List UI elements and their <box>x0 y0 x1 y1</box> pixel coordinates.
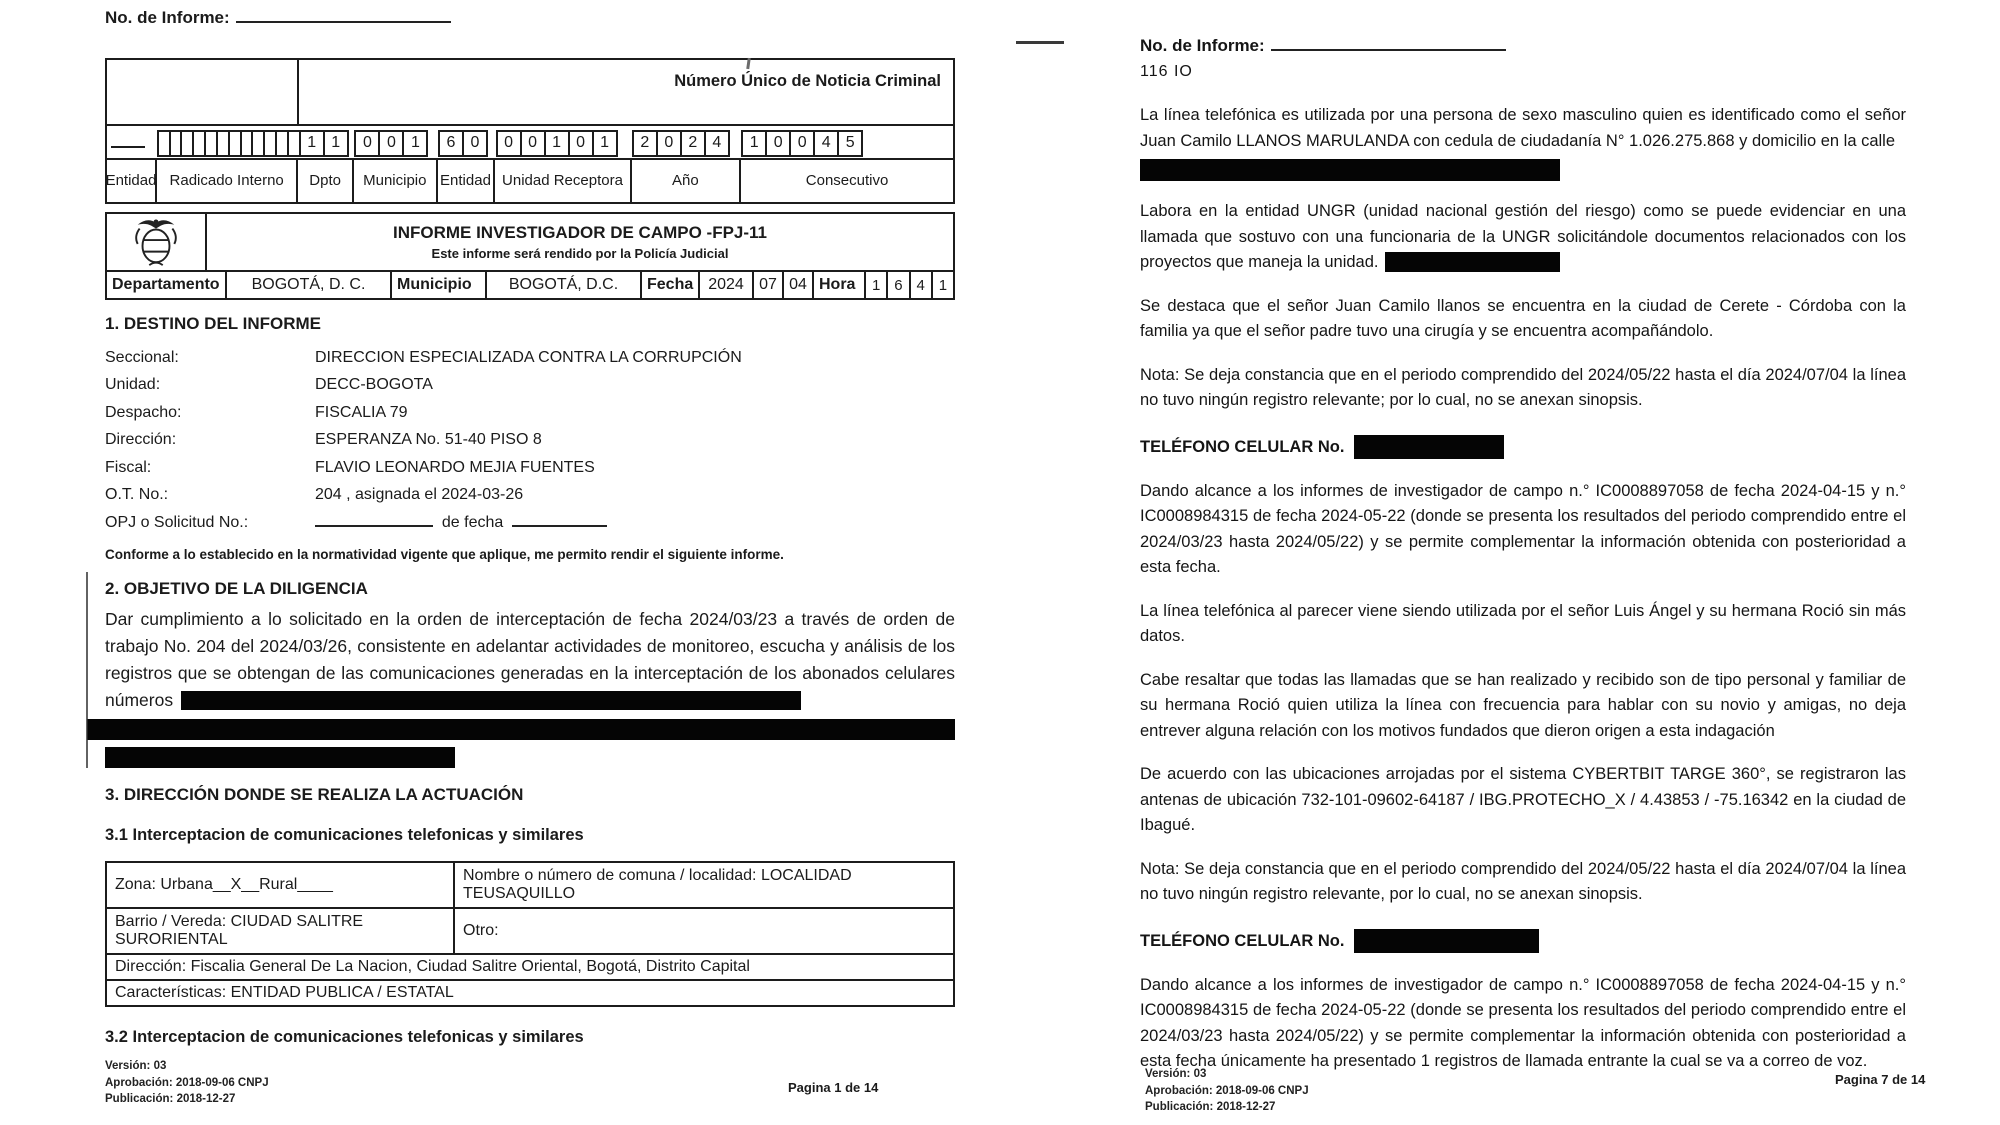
redaction-bar <box>105 747 455 768</box>
direccion-cell: Dirección: Fiscalia General De La Nacion, Ciudad Salitre Oriental, Bogotá, Distrito Capital <box>107 955 953 981</box>
paragraph-text: Nota: Se deja constancia que en el periodo comprendido del 2024/05/22 hasta el día 2024/07/04 la línea no tuvo ningún registro relevante, por lo cual, no se anexan sinopsis. <box>1140 859 1906 903</box>
paragraph <box>1140 599 1906 650</box>
nunc-digit-box: 2 <box>680 130 706 157</box>
field-row <box>105 427 955 455</box>
municipio-value: BOGOTÁ, D.C. <box>487 272 642 298</box>
nunc-label-row <box>107 158 953 202</box>
telefono-label: TELÉFONO CELULAR No. <box>1140 437 1345 456</box>
table-row <box>107 909 953 955</box>
nunc-title: Número Único de Noticia Criminal <box>674 72 941 90</box>
left-page <box>105 8 955 1047</box>
coat-of-arms-cell <box>107 214 207 270</box>
paragraph-text: De acuerdo con las ubicaciones arrojadas por el sistema CYBERTBIT TARGE 360°, se registraron las antenas de ubicación 732-101-09602-64187 / IBG.PROTECHO_X / 4.43853 / -75.16342 en la ciudad de Ibagué. <box>1140 765 1906 834</box>
nunc-digit-group <box>299 126 355 158</box>
field-value: FISCALIA 79 <box>315 403 408 421</box>
hora-digit-box: 4 <box>911 272 933 298</box>
paragraph <box>1140 199 1906 276</box>
section1-heading: 1. DESTINO DEL INFORME <box>105 314 321 333</box>
version-text: Versión: 03 <box>1145 1068 1207 1080</box>
field-value: ESPERANZA No. 51-40 PISO 8 <box>315 431 542 449</box>
barrio-cell: Barrio / Vereda: CIUDAD SALITRE SURORIENTAL <box>107 909 455 953</box>
telefono-celular-heading <box>1140 435 1906 461</box>
field-value <box>315 514 955 532</box>
telefono-label: TELÉFONO CELULAR No. <box>1140 931 1345 950</box>
redaction-bar <box>1140 159 1560 181</box>
paragraph <box>1140 762 1906 839</box>
redaction-bar <box>1354 435 1504 459</box>
field-value: DIRECCION ESPECIALIZADA CONTRA LA CORRUPCIÓN <box>315 348 742 366</box>
hora-label: Hora <box>814 272 866 298</box>
nunc-title-row <box>107 60 953 126</box>
nunc-column-label: Año <box>632 160 741 202</box>
nunc-digit-box: 1 <box>299 130 325 157</box>
field-row <box>105 509 955 537</box>
nunc-digit-group <box>438 126 496 158</box>
report-number-handwritten: 116 IO <box>1140 63 1193 80</box>
report-number-label: No. de Informe: <box>105 8 230 27</box>
report-number-row <box>1140 36 1906 58</box>
field-row <box>105 482 955 510</box>
nunc-table <box>105 58 955 204</box>
opj-blank-line <box>315 514 433 527</box>
nunc-digit-box: 0 <box>656 130 682 157</box>
field-value: 204 , asignada el 2024-03-26 <box>315 486 524 504</box>
field-row <box>105 372 955 400</box>
field-label: Despacho: <box>105 403 182 421</box>
nunc-digit-box: 2 <box>632 130 658 157</box>
nunc-digit-group <box>157 126 299 158</box>
report-number-label: No. de Informe: <box>1140 36 1265 55</box>
report-header-table <box>105 212 955 300</box>
right-footer <box>1145 1066 1309 1116</box>
nunc-digit-box: 0 <box>354 130 380 157</box>
left-footer <box>105 1058 269 1108</box>
location-table <box>105 861 955 1007</box>
nunc-digit-box: 0 <box>568 130 594 157</box>
nunc-digit-box: 1 <box>544 130 570 157</box>
report-number-row <box>105 8 955 30</box>
nunc-digit-group <box>354 126 438 158</box>
telefono-celular-heading <box>1140 929 1906 955</box>
nunc-digit-box: 1 <box>402 130 428 157</box>
fecha-month: 07 <box>754 272 784 298</box>
nunc-digit-box: 5 <box>837 130 863 157</box>
nunc-column-label: Dpto <box>298 160 354 202</box>
field-label: O.T. No.: <box>105 486 169 504</box>
form-subtitle: Este informe será rendido por la Policía Judicial <box>431 246 729 261</box>
right-page <box>1140 36 1906 1075</box>
opj-fecha-blank-line <box>512 514 607 527</box>
field-label: Seccional: <box>105 348 179 366</box>
nunc-column-label: Entidad <box>107 160 157 202</box>
nunc-digit-box: 4 <box>813 130 839 157</box>
redaction-bar <box>87 719 955 740</box>
section3-heading: 3. DIRECCIÓN DONDE SE REALIZA LA ACTUACIÓN <box>105 784 524 804</box>
nunc-digit-group <box>107 126 157 158</box>
report-number-blank-line <box>1271 38 1506 51</box>
comuna-cell: Nombre o número de comuna / localidad: LOCALIDAD TEUSAQUILLO <box>463 866 852 902</box>
hora-digit-boxes <box>866 272 953 298</box>
aprobacion-text: Aprobación: 2018-09-06 CNPJ <box>1145 1084 1309 1097</box>
municipio-label: Municipio <box>392 272 487 298</box>
nunc-column-label: Consecutivo <box>805 172 889 190</box>
otro-cell: Otro: <box>463 921 499 939</box>
table-row <box>107 863 953 909</box>
version-text: Versión: 03 <box>105 1060 167 1072</box>
field-value: DECC-BOGOTA <box>315 376 433 394</box>
nunc-digit-box: 0 <box>378 130 404 157</box>
fecha-day: 04 <box>784 272 814 298</box>
paragraph-text: Labora en la entidad UNGR (unidad nacional gestión del riesgo) como se puede evidenciar en una llamada que sostuvo con una funcionaria de la UNGR solicitándole documentos relacionados con los proyectos que maneja la unidad. <box>1140 202 1906 271</box>
field-label: Fiscal: <box>105 458 152 476</box>
paragraph-text: La línea telefónica es utilizada por una persona de sexo masculino quien es identificado como el señor Juan Camilo LLANOS MARULANDA con cedula de ciudadanía N° 1.026.275.868 y domicilio en la calle <box>1140 106 1906 150</box>
objetivo-paragraph <box>105 606 955 768</box>
report-number-blank-line <box>236 10 451 23</box>
paragraph-text: Dando alcance a los informes de investigador de campo n.° IC0008897058 de fecha 2024-04-15 y n.° IC0008984315 de fecha 2024-05-22 (donde se presenta los resultados del periodo comprendido entre el 2024/03/23 hasta 2024/05/22) y se permite complementar la información obtenida con posterioridad a esta fecha únicamente ha presentado 1 registros de llamada entrante la cual se va a correo de voz. <box>1140 975 1906 1070</box>
report-title-row <box>107 214 953 270</box>
field-value: FLAVIO LEONARDO MEJIA FUENTES <box>315 458 595 476</box>
nunc-digit-group <box>741 126 953 158</box>
paragraph-text: Se destaca que el señor Juan Camilo llanos se encuentra en la ciudad de Cerete - Córdoba con la familia ya que el señor padre tuvo una cirugía y se encuentra acompañándolo. <box>1140 296 1906 340</box>
publicacion-text: Publicación: 2018-12-27 <box>105 1093 236 1106</box>
section2-heading: 2. OBJETIVO DE LA DILIGENCIA <box>105 578 368 598</box>
scan-artifact-line <box>86 572 88 768</box>
paragraph <box>1140 363 1906 414</box>
conforme-note: Conforme a lo establecido en la normatividad vigente que aplique, me permito rendir el siguiente informe. <box>105 546 784 562</box>
redaction-bar <box>181 691 801 710</box>
redaction-bar <box>1354 929 1539 953</box>
nunc-digit-box: 6 <box>438 130 464 157</box>
field-label: Dirección: <box>105 431 177 449</box>
hora-digit-box: 1 <box>866 272 888 298</box>
paragraph-text: Cabe resaltar que todas las llamadas que se han realizado y recibido son de tipo personal y familiar de su hermana Roció quien utiliza la línea con frecuencia para hablar con su novio y amigas, no deja entrever alguna relación con los motivos fundados que dieron origen a esta indagación <box>1140 670 1906 740</box>
left-page-number: Pagina 1 de 14 <box>788 1080 879 1095</box>
paragraph-text: Nota: Se deja constancia que en el periodo comprendido del 2024/05/22 hasta el día 2024/07/04 la línea no tuvo ningún registro relevante; por lo cual, no se anexan sinopsis. <box>1140 365 1906 409</box>
location-date-row <box>107 270 953 298</box>
fecha-year: 2024 <box>700 272 754 298</box>
field-row <box>105 454 955 482</box>
redaction-bar <box>1385 252 1560 272</box>
form-title: INFORME INVESTIGADOR DE CAMPO -FPJ-11 <box>392 223 768 242</box>
departamento-value: BOGOTÁ, D. C. <box>227 272 392 298</box>
nunc-digit-group <box>496 126 632 158</box>
paragraph <box>1140 103 1906 181</box>
nunc-digit-box: 0 <box>789 130 815 157</box>
nunc-digit-group <box>632 126 741 158</box>
aprobacion-text: Aprobación: 2018-09-06 CNPJ <box>105 1076 269 1089</box>
paragraph <box>1140 668 1906 745</box>
paragraph-text: La línea telefónica al parecer viene siendo utilizada por el señor Luis Ángel y su hermana Roció sin más datos. <box>1140 601 1906 645</box>
nunc-digit-box: 1 <box>592 130 618 157</box>
nunc-digit-box: 0 <box>520 130 546 157</box>
hora-digit-box: 6 <box>888 272 910 298</box>
destination-fields <box>105 344 955 537</box>
section3-1-heading: 3.1 Interceptacion de comunicaciones telefonicas y similares <box>105 825 584 844</box>
nunc-digit-box: 0 <box>765 130 791 157</box>
objetivo-text: Dar cumplimiento a lo solicitado en la orden de interceptación de fecha 2024/03/23 a través de orden de trabajo No. 204 del 2024/03/26, consistente en adelantar actividades de monitoreo, escucha y análisis de los registros que se obtengan de las comunicaciones generadas en la interceptación de los abonados celulares números <box>105 608 955 710</box>
field-label: Unidad: <box>105 376 161 394</box>
coat-of-arms-icon <box>130 215 182 269</box>
nunc-digit-box: 0 <box>462 130 488 157</box>
hora-digit-box: 1 <box>938 276 948 294</box>
paragraph <box>1140 973 1906 1075</box>
nunc-column-label: Entidad <box>438 160 496 202</box>
paragraph <box>1140 294 1906 345</box>
publicacion-text: Publicación: 2018-12-27 <box>1145 1101 1276 1114</box>
field-row <box>105 399 955 427</box>
caracteristicas-cell: Características: ENTIDAD PUBLICA / ESTATAL <box>115 983 454 1001</box>
departamento-label: Departamento <box>107 272 227 298</box>
nunc-digit-row <box>107 126 953 158</box>
field-label: OPJ o Solicitud No.: <box>105 513 249 531</box>
form-title-cell <box>207 214 953 270</box>
nunc-digit-box: 1 <box>741 130 767 157</box>
field-row <box>105 344 955 372</box>
nunc-digit-box: 1 <box>323 130 349 157</box>
nunc-column-label: Radicado Interno <box>157 160 298 202</box>
opj-defecha-text: de fecha <box>441 513 504 531</box>
paragraph <box>1140 479 1906 581</box>
nunc-digit-box: 0 <box>496 130 522 157</box>
right-page-number: Pagina 7 de 14 <box>1835 1072 1926 1087</box>
paragraph <box>1140 857 1906 908</box>
zona-cell: Zona: Urbana__X__Rural____ <box>107 863 455 907</box>
nunc-column-label: Municipio <box>354 160 438 202</box>
nunc-blank-line <box>111 146 145 148</box>
scan-artifact-dash <box>1016 41 1064 44</box>
paragraph-text: Dando alcance a los informes de investigador de campo n.° IC0008897058 de fecha 2024-04-15 y n.° IC0008984315 de fecha 2024-05-22 (donde se presenta los resultados del periodo comprendido entre el 2024/03/23 hasta 2024/05/22) y se permite complementar la información obtenida con posterioridad a esta fecha. <box>1140 481 1906 576</box>
nunc-title-left-cell <box>107 60 299 124</box>
nunc-column-label: Unidad Receptora <box>495 160 631 202</box>
section3-2-heading: 3.2 Interceptacion de comunicaciones telefonicas y similares <box>105 1027 584 1046</box>
fecha-label: Fecha <box>642 272 700 298</box>
nunc-digit-box: 4 <box>704 130 730 157</box>
